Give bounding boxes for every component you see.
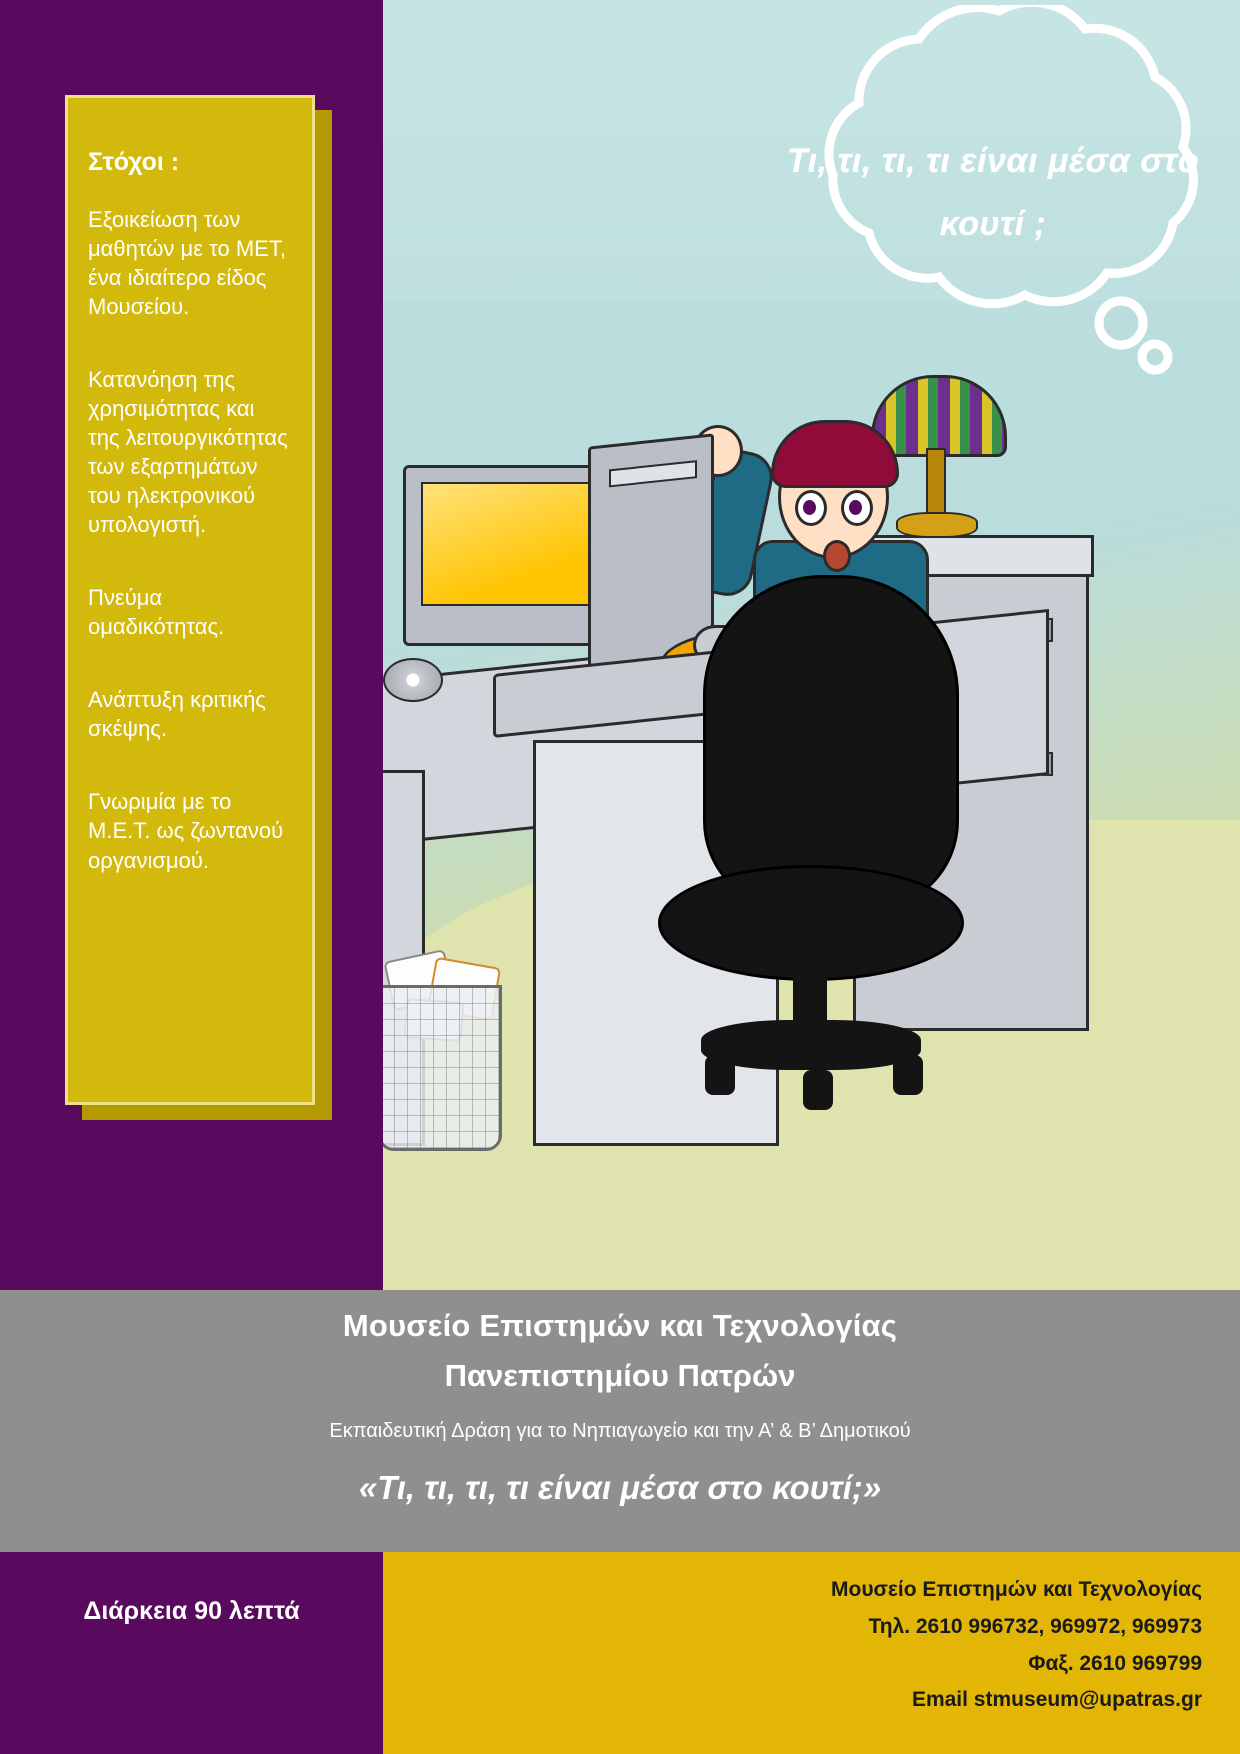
illustration-panel: [383, 0, 1240, 1290]
goal-item: Εξοικείωση των μαθητών με το ΜΕΤ, ένα ιδιαίτερο είδος Μουσείου.: [88, 207, 286, 320]
goal-item: Γνωριμία με το Μ.Ε.Τ. ως ζωντανού οργανισμού.: [88, 789, 284, 873]
thought-bubble-text: Τι, τι, τι, τι είναι μέσα στο κουτί ;: [787, 142, 1199, 243]
banner-subtitle: Εκπαιδευτική Δράση για το Νηπιαγωγείο και την Α’ & Β’ Δημοτικού: [329, 1420, 911, 1442]
lamp-base: [896, 512, 978, 538]
person-eye-right: [841, 490, 873, 526]
contact-phone: Τηλ. 2610 996732, 969972, 969973: [868, 1614, 1202, 1638]
person-mouth: [823, 540, 851, 572]
goal-item: Ανάπτυξη κριτικής σκέψης.: [88, 687, 266, 742]
chair-backrest: [703, 575, 959, 911]
footer: [0, 1552, 1240, 1754]
lamp-stem: [926, 448, 946, 522]
contact-block: [831, 1572, 1202, 1719]
goals-title: Στόχοι :: [88, 148, 180, 176]
tower-drive-slot: [609, 460, 697, 487]
goal-item: Κατανόηση της χρησιμότητας και της λειτουργικότητας των εξαρτημάτων του ηλεκτρονικού υπολογιστή.: [88, 367, 288, 538]
chair-wheel: [893, 1055, 923, 1095]
contact-museum-name: Μουσείο Επιστημών και Τεχνολογίας: [831, 1578, 1202, 1601]
contact-email[interactable]: Email stmuseum@upatras.gr: [911, 1688, 1202, 1712]
monitor-screen: [421, 482, 590, 606]
banner: [0, 1290, 1240, 1552]
chair-wheel: [803, 1070, 833, 1110]
computer-tower-icon: [588, 433, 714, 667]
museum-name-line1: Μουσείο Επιστημών και Τεχνολογίας: [342, 1308, 898, 1343]
duration-label: Διάρκεια 90 λεπτά: [83, 1597, 300, 1625]
footer-duration-panel: [0, 1552, 383, 1754]
contact-fax: Φαξ. 2610 969799: [1028, 1651, 1202, 1675]
program-title: «Τι, τι, τι, τι είναι μέσα στο κουτί;»: [358, 1469, 882, 1506]
chair-wheel: [705, 1055, 735, 1095]
footer-contact-panel: [383, 1552, 1240, 1754]
cd-icon: [383, 658, 443, 702]
goal-item: Πνεύμα ομαδικότητας.: [88, 585, 225, 640]
goals-box: [65, 95, 315, 1105]
monitor-icon: [403, 465, 609, 646]
person-eye-left: [795, 490, 827, 526]
waste-basket-icon: [383, 985, 502, 1151]
museum-name-line2: Πανεπιστημίου Πατρών: [444, 1358, 796, 1393]
